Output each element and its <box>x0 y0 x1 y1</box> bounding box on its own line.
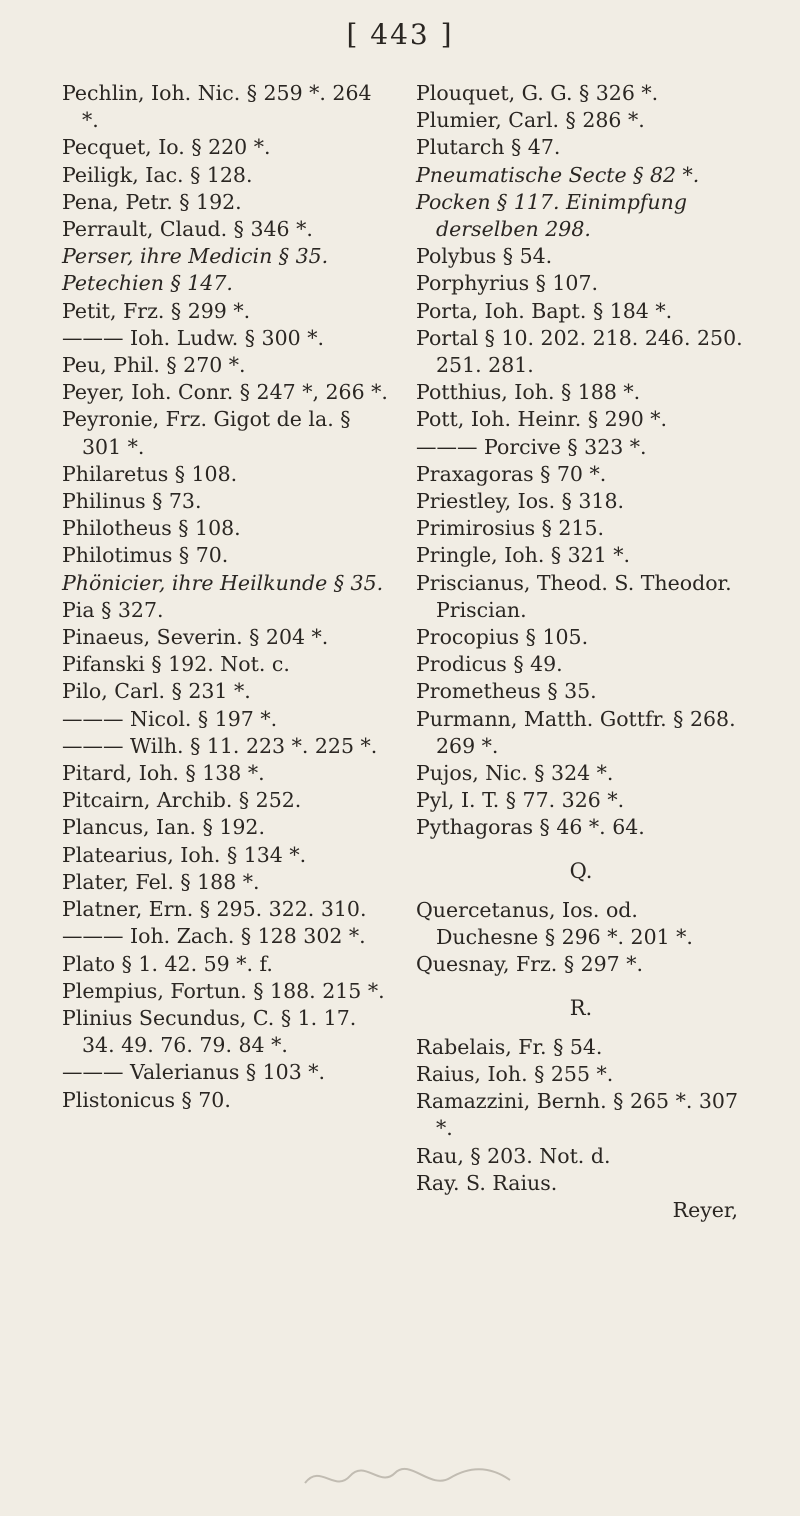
index-entry: Petechien § 147. <box>62 271 233 296</box>
index-entry: Pilo, Carl. § 231 *. <box>62 679 251 704</box>
index-entry: Prodicus § 49. <box>416 652 563 677</box>
index-entry: Plouquet, G. G. § 326 *. <box>416 81 659 105</box>
index-entry: Ray. S. Raius. <box>416 1170 558 1195</box>
index-entry: Pecquet, Io. § 220 *. <box>62 135 271 160</box>
page-header: [ 443 ] <box>346 18 454 51</box>
index-entry: ——— Wilh. § 11. 223 *. 225 *. <box>62 733 378 758</box>
index-entry: Pena, Petr. § 192. <box>62 189 242 214</box>
index-entry: Pythagoras § 46 *. 64. <box>416 815 645 840</box>
index-entry: Praxagoras § 70 *. <box>416 461 607 486</box>
section-letter-q: Q. <box>569 858 593 883</box>
index-entry: Pneumatische Secte § 82 *. <box>416 162 700 187</box>
index-entry: Ramazzini, Bernh. § 265 *. 307 *. <box>416 1089 738 1141</box>
index-entry: Purmann, Matth. Gottfr. § 268. 269 *. <box>416 706 736 758</box>
index-entry: ——— Valerianus § 103 *. <box>62 1060 326 1085</box>
handwritten-scribble <box>300 1458 520 1498</box>
index-entry: Philotheus § 108. <box>62 516 241 541</box>
index-entry: Perrault, Claud. § 346 *. <box>62 217 313 242</box>
index-entry: Priscianus, Theod. S. Theodor. Priscian. <box>416 570 732 622</box>
index-entry: Prometheus § 35. <box>416 679 597 704</box>
index-entry: Rau, § 203. Not. d. <box>416 1143 611 1168</box>
index-entry: Potthius, Ioh. § 188 *. <box>416 380 641 405</box>
index-entry: ——— Ioh. Ludw. § 300 *. <box>62 325 324 350</box>
index-entry: Raius, Ioh. § 255 *. <box>416 1061 614 1086</box>
index-entry: Plutarch § 47. <box>416 135 561 160</box>
index-entry: Peiligk, Iac. § 128. <box>62 162 253 187</box>
index-column-right <box>416 80 746 1224</box>
index-entry: Platner, Ern. § 295. 322. 310. <box>62 897 367 922</box>
index-entry: Plancus, Ian. § 192. <box>62 815 265 840</box>
index-entry: ——— Nicol. § 197 *. <box>62 706 278 731</box>
index-entry: Pringle, Ioh. § 321 *. <box>416 543 631 568</box>
index-entry: Porta, Ioh. Bapt. § 184 *. <box>416 298 673 323</box>
index-entry: Pitcairn, Archib. § 252. <box>62 788 302 813</box>
section-letter-r: R. <box>569 995 593 1020</box>
index-entry: ——— Ioh. Zach. § 128 302 *. <box>62 924 366 949</box>
index-entry: Philotimus § 70. <box>62 543 229 568</box>
index-entry: Peyer, Ioh. Conr. § 247 *, 266 *. <box>62 380 388 405</box>
index-entry: Pinaeus, Severin. § 204 *. <box>62 625 329 650</box>
index-entry: Procopius § 105. <box>416 625 589 650</box>
index-entry: Pechlin, Ioh. Nic. § 259 *. 264 *. <box>62 81 372 133</box>
index-entry: Plempius, Fortun. § 188. 215 *. <box>62 978 385 1003</box>
index-entry: Porphyrius § 107. <box>416 271 599 296</box>
index-entry: Priestley, Ios. § 318. <box>416 489 625 514</box>
index-entry: Pifanski § 192. Not. c. <box>62 652 290 677</box>
index-entries-p <box>416 80 746 842</box>
index-entry: Philinus § 73. <box>62 489 202 514</box>
index-entries-q <box>416 897 746 979</box>
index-entry: Pott, Ioh. Heinr. § 290 *. <box>416 407 668 432</box>
index-entry: Portal § 10. 202. 218. 246. 250. 251. 281. <box>416 325 743 378</box>
index-entry: Polybus § 54. <box>416 244 553 269</box>
index-entry: Primirosius § 215. <box>416 516 605 541</box>
index-entry: Pyl, I. T. § 77. 326 *. <box>416 788 625 813</box>
index-entry: Quesnay, Frz. § 297 *. <box>416 952 644 977</box>
index-column-left <box>62 80 392 1114</box>
index-entry: Pitard, Ioh. § 138 *. <box>62 761 265 786</box>
index-entry: Plato § 1. 42. 59 *. f. <box>62 951 273 976</box>
index-entry: ——— Porcive § 323 *. <box>416 434 647 459</box>
catchword: Reyer, <box>672 1197 738 1222</box>
index-entry: Perser, ihre Medicin § 35. <box>62 244 329 269</box>
index-entry: Peyronie, Frz. Gigot de la. § 301 *. <box>62 407 351 459</box>
index-entry: Plumier, Carl. § 286 *. <box>416 108 645 133</box>
index-entry: Pujos, Nic. § 324 *. <box>416 761 614 786</box>
index-entry: Pocken § 117. Einimpfung derselben 298. <box>416 189 687 242</box>
index-entry: Pia § 327. <box>62 597 164 622</box>
index-entry: Plinius Secundus, C. § 1. 17. 34. 49. 76. 79. 84 *. <box>62 1005 357 1058</box>
index-entries-r <box>416 1034 746 1197</box>
index-entry: Rabelais, Fr. § 54. <box>416 1034 603 1059</box>
index-entry: Quercetanus, Ios. od. Duchesne § 296 *. 201 *. <box>416 897 693 950</box>
index-entry: Phönicier, ihre Heilkunde § 35. <box>62 570 384 595</box>
index-entry: Platearius, Ioh. § 134 *. <box>62 842 307 867</box>
index-entry: Petit, Frz. § 299 *. <box>62 298 251 323</box>
index-entry: Plater, Fel. § 188 *. <box>62 869 260 894</box>
index-entry: Peu, Phil. § 270 *. <box>62 353 246 378</box>
index-entry: Plistonicus § 70. <box>62 1087 231 1112</box>
index-entry: Philaretus § 108. <box>62 461 238 486</box>
